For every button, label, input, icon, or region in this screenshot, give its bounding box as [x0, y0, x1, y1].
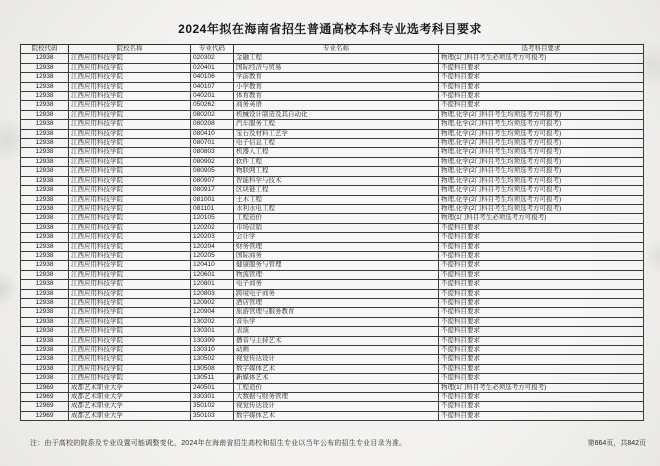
college-code-cell: 12938: [21, 139, 69, 148]
requirement-cell: 不提科目要求: [439, 242, 644, 251]
requirement-cell: 物理,化学(2门科目考生均须选考方可报考): [439, 157, 644, 166]
college-code-cell: 12938: [21, 82, 69, 91]
table-row: [21, 251, 644, 260]
major-code-cell: 020401: [191, 63, 234, 72]
table-row: [21, 308, 644, 317]
requirement-cell: 物理,化学(2门科目考生均须选考方可报考): [439, 120, 644, 129]
college-name-cell: 成都艺术职业大学: [69, 411, 191, 420]
table-row: [21, 176, 644, 185]
requirement-cell: 不提科目要求: [439, 233, 644, 242]
major-name-cell: 电子商务: [234, 280, 439, 289]
college-code-cell: 12938: [21, 327, 69, 336]
requirement-cell: 物理,化学(2门科目考生均须选考方可报考): [439, 195, 644, 204]
requirement-cell: 物理(1门科目考生必须选考方可报考): [439, 383, 644, 392]
major-code-cell: 120801: [191, 280, 234, 289]
college-name-cell: 成都艺术职业大学: [69, 383, 191, 392]
requirement-cell: 物理(1门科目考生必须选考方可报考): [439, 54, 644, 63]
requirement-cell: 不提科目要求: [439, 308, 644, 317]
college-code-cell: 12938: [21, 261, 69, 270]
major-name-cell: 电子信息工程: [234, 139, 439, 148]
major-name-cell: 小学教育: [234, 82, 439, 91]
college-code-cell: 12938: [21, 120, 69, 129]
requirement-cell: 不提科目要求: [439, 251, 644, 260]
table-row: [21, 270, 644, 279]
major-name-cell: 健康服务与管理: [234, 261, 439, 270]
major-name-cell: 智能科学与技术: [234, 176, 439, 185]
table-row: [21, 261, 644, 270]
college-name-cell: 成都艺术职业大学: [69, 393, 191, 402]
major-code-cell: 081101: [191, 204, 234, 213]
table-row: [21, 223, 644, 232]
college-code-cell: 12938: [21, 317, 69, 326]
requirement-cell: 物理,化学(2门科目考生均须选考方可报考): [439, 167, 644, 176]
college-name-cell: 江西应用科技学院: [69, 289, 191, 298]
major-code-cell: 080902: [191, 157, 234, 166]
college-name-cell: 江西应用科技学院: [69, 336, 191, 345]
college-code-cell: 12938: [21, 63, 69, 72]
major-name-cell: 学前教育: [234, 73, 439, 82]
major-code-cell: 081001: [191, 195, 234, 204]
major-code-cell: 350103: [191, 411, 234, 420]
table-row: [21, 355, 644, 364]
table-row: [21, 204, 644, 213]
college-code-cell: 12938: [21, 186, 69, 195]
major-code-cell: 020302: [191, 54, 234, 63]
college-code-cell: 12969: [21, 411, 69, 420]
college-code-cell: 12938: [21, 336, 69, 345]
college-name-cell: 江西应用科技学院: [69, 223, 191, 232]
requirement-cell: 不提科目要求: [439, 280, 644, 289]
header-major-name: 专业名称: [234, 45, 439, 54]
major-name-cell: 物联网工程: [234, 167, 439, 176]
table-row: [21, 298, 644, 307]
major-name-cell: 工程造价: [234, 214, 439, 223]
major-name-cell: 旅游管理与服务教育: [234, 308, 439, 317]
college-code-cell: 12938: [21, 129, 69, 138]
table-row: [21, 92, 644, 101]
college-code-cell: 12938: [21, 346, 69, 355]
table-row: [21, 336, 644, 345]
requirement-cell: 物理,化学(2门科目考生均须选考方可报考): [439, 176, 644, 185]
college-name-cell: 江西应用科技学院: [69, 251, 191, 260]
requirement-cell: 物理,化学(2门科目考生均须选考方可报考): [439, 148, 644, 157]
major-code-cell: 080208: [191, 120, 234, 129]
requirement-cell: 不提科目要求: [439, 411, 644, 420]
major-code-cell: 240501: [191, 383, 234, 392]
college-name-cell: 江西应用科技学院: [69, 298, 191, 307]
requirement-cell: 不提科目要求: [439, 289, 644, 298]
major-name-cell: 机械设计制造及其自动化: [234, 110, 439, 119]
major-code-cell: 080803: [191, 148, 234, 157]
major-name-cell: 新媒体艺术: [234, 374, 439, 383]
college-name-cell: 江西应用科技学院: [69, 101, 191, 110]
header-college-code: 院校代码: [21, 45, 69, 54]
college-name-cell: 江西应用科技学院: [69, 73, 191, 82]
table-row: [21, 214, 644, 223]
major-code-cell: 120203: [191, 233, 234, 242]
college-name-cell: 江西应用科技学院: [69, 270, 191, 279]
major-name-cell: 数字媒体艺术: [234, 411, 439, 420]
requirement-cell: 不提科目要求: [439, 73, 644, 82]
requirement-cell: 不提科目要求: [439, 92, 644, 101]
requirement-cell: 不提科目要求: [439, 101, 644, 110]
college-code-cell: 12938: [21, 195, 69, 204]
college-code-cell: 12938: [21, 148, 69, 157]
college-name-cell: 江西应用科技学院: [69, 139, 191, 148]
major-name-cell: 金融工程: [234, 54, 439, 63]
major-code-cell: 130502: [191, 355, 234, 364]
college-code-cell: 12938: [21, 251, 69, 260]
major-code-cell: 080701: [191, 139, 234, 148]
requirement-cell: 不提科目要求: [439, 374, 644, 383]
footnote: 注：由于高校的院系及专业设置可能调整变化，2024年在海南省招生高校和招生专业以当年公布的招生专业目录为准。: [30, 440, 407, 447]
table-header-row: [21, 45, 644, 54]
table-row: [21, 317, 644, 326]
college-code-cell: 12969: [21, 383, 69, 392]
college-code-cell: 12938: [21, 270, 69, 279]
college-name-cell: 江西应用科技学院: [69, 195, 191, 204]
major-code-cell: 130508: [191, 364, 234, 373]
major-code-cell: 050262: [191, 101, 234, 110]
requirement-cell: 不提科目要求: [439, 346, 644, 355]
college-code-cell: 12938: [21, 110, 69, 119]
table-row: [21, 233, 644, 242]
college-name-cell: 江西应用科技学院: [69, 157, 191, 166]
requirement-cell: 物理,化学(2门科目考生均须选考方可报考): [439, 129, 644, 138]
major-name-cell: 视觉传达设计: [234, 402, 439, 411]
major-name-cell: 汽车服务工程: [234, 120, 439, 129]
major-code-cell: 040106: [191, 73, 234, 82]
major-code-cell: 080905: [191, 167, 234, 176]
major-name-cell: 商务英语: [234, 101, 439, 110]
table-row: [21, 383, 644, 392]
college-code-cell: 12938: [21, 204, 69, 213]
table-row: [21, 63, 644, 72]
requirement-cell: 不提科目要求: [439, 364, 644, 373]
college-name-cell: 江西应用科技学院: [69, 176, 191, 185]
page-indicator: 第664页，共842页: [587, 440, 646, 447]
requirements-table: [20, 44, 644, 421]
major-code-cell: 120205: [191, 251, 234, 260]
requirement-cell: 物理,化学(2门科目考生均须选考方可报考): [439, 186, 644, 195]
major-code-cell: 040107: [191, 82, 234, 91]
college-name-cell: 江西应用科技学院: [69, 120, 191, 129]
table-row: [21, 242, 644, 251]
table-row: [21, 110, 644, 119]
college-name-cell: 成都艺术职业大学: [69, 402, 191, 411]
college-code-cell: 12938: [21, 73, 69, 82]
college-code-cell: 12938: [21, 157, 69, 166]
requirement-cell: 不提科目要求: [439, 355, 644, 364]
major-code-cell: 080907: [191, 176, 234, 185]
table-row: [21, 186, 644, 195]
table-row: [21, 82, 644, 91]
college-code-cell: 12938: [21, 214, 69, 223]
requirement-cell: 不提科目要求: [439, 261, 644, 270]
college-code-cell: 12969: [21, 402, 69, 411]
major-name-cell: 数字媒体艺术: [234, 364, 439, 373]
header-major-code: 专业代码: [191, 45, 234, 54]
table-row: [21, 402, 644, 411]
major-name-cell: 表演: [234, 327, 439, 336]
table-row: [21, 101, 644, 110]
major-name-cell: 物流管理: [234, 270, 439, 279]
college-name-cell: 江西应用科技学院: [69, 214, 191, 223]
requirement-cell: 不提科目要求: [439, 63, 644, 72]
major-code-cell: 130301: [191, 327, 234, 336]
college-name-cell: 江西应用科技学院: [69, 346, 191, 355]
header-college-name: 院校名称: [69, 45, 191, 54]
major-code-cell: 130202: [191, 317, 234, 326]
major-name-cell: 动画: [234, 346, 439, 355]
college-code-cell: 12938: [21, 92, 69, 101]
major-code-cell: 080202: [191, 110, 234, 119]
college-code-cell: 12938: [21, 242, 69, 251]
requirement-cell: 不提科目要求: [439, 223, 644, 232]
college-code-cell: 12938: [21, 374, 69, 383]
major-code-cell: 120803: [191, 289, 234, 298]
college-name-cell: 江西应用科技学院: [69, 204, 191, 213]
page-title: 2024年拟在海南省招生普通高校本科专业选考科目要求: [178, 22, 482, 36]
major-code-cell: 120902: [191, 298, 234, 307]
table-row: [21, 393, 644, 402]
major-code-cell: 120105: [191, 214, 234, 223]
requirement-cell: 不提科目要求: [439, 82, 644, 91]
college-name-cell: 江西应用科技学院: [69, 92, 191, 101]
major-name-cell: 工程造价: [234, 383, 439, 392]
requirement-cell: 物理(1门科目考生必须选考方可报考): [439, 214, 644, 223]
table-row: [21, 374, 644, 383]
college-name-cell: 江西应用科技学院: [69, 261, 191, 270]
major-code-cell: 120202: [191, 223, 234, 232]
major-code-cell: 130309: [191, 336, 234, 345]
requirement-cell: 不提科目要求: [439, 336, 644, 345]
college-name-cell: 江西应用科技学院: [69, 233, 191, 242]
college-code-cell: 12938: [21, 364, 69, 373]
major-code-cell: 040201: [191, 92, 234, 101]
college-code-cell: 12938: [21, 233, 69, 242]
major-name-cell: 财务管理: [234, 242, 439, 251]
major-code-cell: 120904: [191, 308, 234, 317]
table-row: [21, 139, 644, 148]
table-row: [21, 129, 644, 138]
requirement-cell: 不提科目要求: [439, 317, 644, 326]
major-name-cell: 国际商务: [234, 251, 439, 260]
college-code-cell: 12938: [21, 280, 69, 289]
major-code-cell: 120601: [191, 270, 234, 279]
college-name-cell: 江西应用科技学院: [69, 82, 191, 91]
table-row: [21, 195, 644, 204]
major-code-cell: 330301: [191, 393, 234, 402]
college-code-cell: 12938: [21, 308, 69, 317]
college-code-cell: 12938: [21, 355, 69, 364]
table-row: [21, 346, 644, 355]
major-code-cell: 120410: [191, 261, 234, 270]
major-code-cell: 080410: [191, 129, 234, 138]
college-name-cell: 江西应用科技学院: [69, 129, 191, 138]
table-row: [21, 54, 644, 63]
requirement-cell: 物理,化学(2门科目考生均须选考方可报考): [439, 110, 644, 119]
college-code-cell: 12938: [21, 298, 69, 307]
table-row: [21, 289, 644, 298]
major-name-cell: 音乐学: [234, 317, 439, 326]
major-code-cell: 130511: [191, 374, 234, 383]
college-name-cell: 江西应用科技学院: [69, 63, 191, 72]
major-name-cell: 播音与主持艺术: [234, 336, 439, 345]
college-code-cell: 12969: [21, 393, 69, 402]
major-name-cell: 大数据与财务管理: [234, 393, 439, 402]
major-name-cell: 国际经济与贸易: [234, 63, 439, 72]
college-name-cell: 江西应用科技学院: [69, 308, 191, 317]
college-code-cell: 12938: [21, 223, 69, 232]
major-name-cell: 市场营销: [234, 223, 439, 232]
requirement-cell: 不提科目要求: [439, 393, 644, 402]
college-name-cell: 江西应用科技学院: [69, 167, 191, 176]
table-row: [21, 167, 644, 176]
major-code-cell: 080917: [191, 186, 234, 195]
college-code-cell: 12938: [21, 167, 69, 176]
major-name-cell: 会计学: [234, 233, 439, 242]
table-row: [21, 73, 644, 82]
table-row: [21, 364, 644, 373]
college-code-cell: 12938: [21, 289, 69, 298]
college-name-cell: 江西应用科技学院: [69, 242, 191, 251]
major-name-cell: 土木工程: [234, 195, 439, 204]
table-row: [21, 280, 644, 289]
table-row: [21, 411, 644, 420]
header-requirement: 选考科目要求: [439, 45, 644, 54]
requirement-cell: 不提科目要求: [439, 402, 644, 411]
college-name-cell: 江西应用科技学院: [69, 148, 191, 157]
major-name-cell: 区块链工程: [234, 186, 439, 195]
major-name-cell: 跨境电子商务: [234, 289, 439, 298]
requirement-cell: 物理,化学(2门科目考生均须选考方可报考): [439, 139, 644, 148]
requirement-cell: 不提科目要求: [439, 270, 644, 279]
major-name-cell: 软件工程: [234, 157, 439, 166]
college-name-cell: 江西应用科技学院: [69, 186, 191, 195]
college-name-cell: 江西应用科技学院: [69, 317, 191, 326]
table-row: [21, 327, 644, 336]
major-name-cell: 机器人工程: [234, 148, 439, 157]
college-name-cell: 江西应用科技学院: [69, 327, 191, 336]
college-name-cell: 江西应用科技学院: [69, 364, 191, 373]
table-row: [21, 148, 644, 157]
major-name-cell: 视觉传达设计: [234, 355, 439, 364]
table-row: [21, 120, 644, 129]
college-name-cell: 江西应用科技学院: [69, 374, 191, 383]
college-code-cell: 12938: [21, 54, 69, 63]
college-name-cell: 江西应用科技学院: [69, 54, 191, 63]
major-name-cell: 宝石及材料工艺学: [234, 129, 439, 138]
table-body: [21, 54, 644, 421]
college-name-cell: 江西应用科技学院: [69, 280, 191, 289]
major-code-cell: 130310: [191, 346, 234, 355]
requirement-cell: 物理,化学(2门科目考生均须选考方可报考): [439, 204, 644, 213]
college-code-cell: 12938: [21, 176, 69, 185]
major-code-cell: 350102: [191, 402, 234, 411]
major-name-cell: 水利水电工程: [234, 204, 439, 213]
college-name-cell: 江西应用科技学院: [69, 355, 191, 364]
college-code-cell: 12938: [21, 101, 69, 110]
major-name-cell: 体育教育: [234, 92, 439, 101]
major-name-cell: 酒店管理: [234, 298, 439, 307]
table-row: [21, 157, 644, 166]
major-code-cell: 120204: [191, 242, 234, 251]
requirement-cell: 不提科目要求: [439, 298, 644, 307]
requirement-cell: 不提科目要求: [439, 327, 644, 336]
college-name-cell: 江西应用科技学院: [69, 110, 191, 119]
